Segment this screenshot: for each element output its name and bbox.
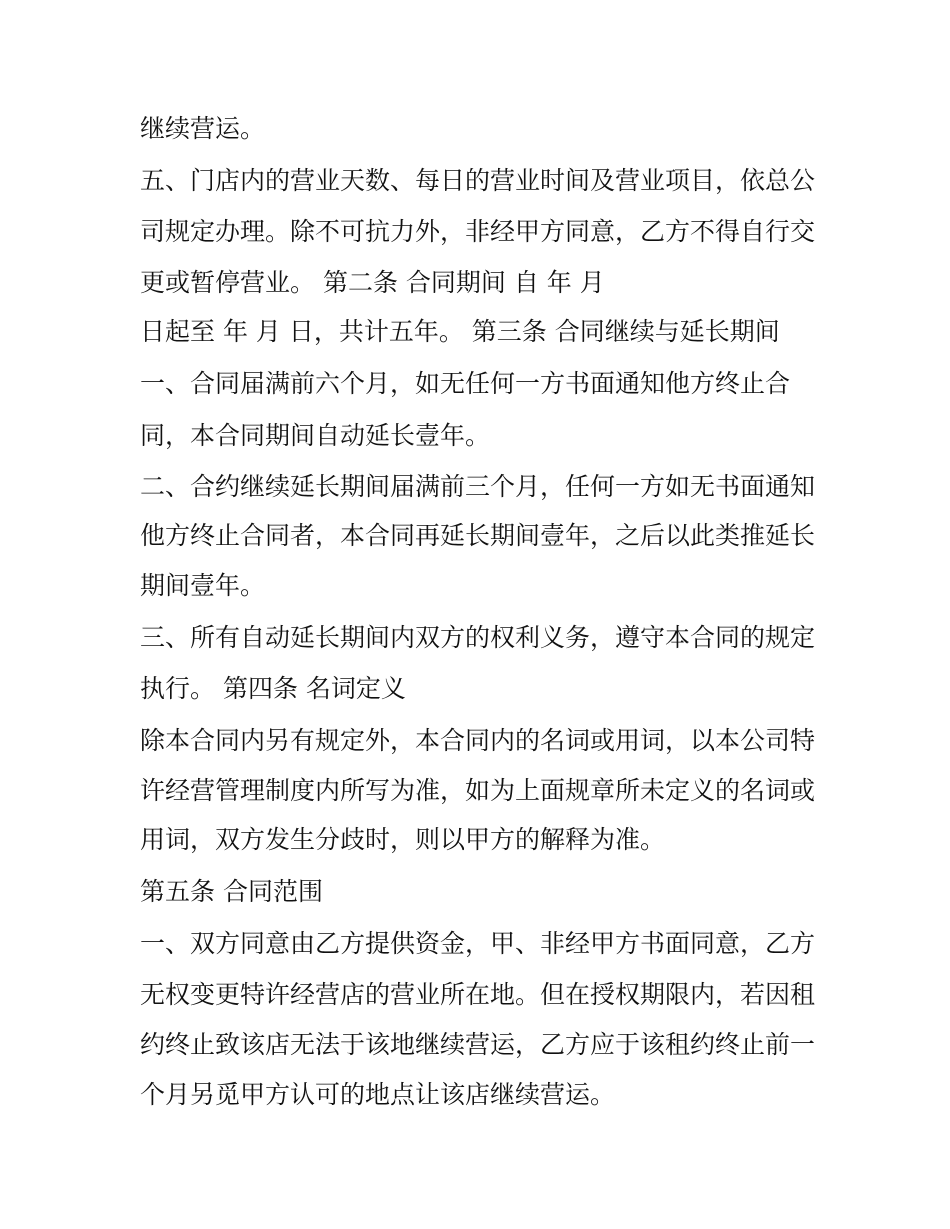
text-line: 五、门店内的营业天数、每日的营业时间及营业项目，依总公 (140, 166, 816, 195)
text-line: 继续营运。 (140, 114, 266, 143)
text-line: 无权变更特许经营店的营业所在地。但在授权期限内，若因租 (140, 980, 816, 1009)
text-line: 二、合约继续延长期间届满前三个月，任何一方如无书面通知 (140, 472, 816, 501)
text-line: 司规定办理。除不可抗力外，非经甲方同意，乙方不得自行交 (140, 217, 816, 246)
text-line: 三、所有自动延长期间内双方的权利义务，遵守本合同的规定 (140, 623, 816, 652)
text-line: 个月另觅甲方认可的地点让该店继续营运。 (140, 1080, 616, 1109)
text-line: 他方终止合同者，本合同再延长期间壹年，之后以此类推延长 (140, 521, 816, 550)
text-line: 除本合同内另有规定外，本合同内的名词或用词，以本公司特 (140, 726, 816, 755)
text-line: 一、双方同意由乙方提供资金，甲、非经甲方书面同意，乙方 (140, 929, 816, 958)
text-line: 约终止致该店无法于该地继续营运，乙方应于该租约终止前一 (140, 1030, 816, 1059)
text-line: 用词，双方发生分歧时，则以甲方的解释为准。 (140, 825, 666, 854)
text-line: 同，本合同期间自动延长壹年。 (140, 421, 491, 450)
text-line: 期间壹年。 (140, 571, 266, 600)
section-heading: 第五条 合同范围 (140, 877, 323, 906)
text-line: 执行。 第四条 名词定义 (140, 674, 406, 703)
text-line: 日起至 年 月 日，共计五年。 第三条 合同继续与延长期间 (140, 317, 780, 346)
text-line: 一、合同届满前六个月，如无任何一方书面通知他方终止合 (140, 369, 791, 398)
text-line: 更或暂停营业。 第二条 合同期间 自 年 月 (140, 268, 605, 297)
text-line: 许经营管理制度内所写为准，如为上面规章所未定义的名词或 (140, 776, 816, 805)
